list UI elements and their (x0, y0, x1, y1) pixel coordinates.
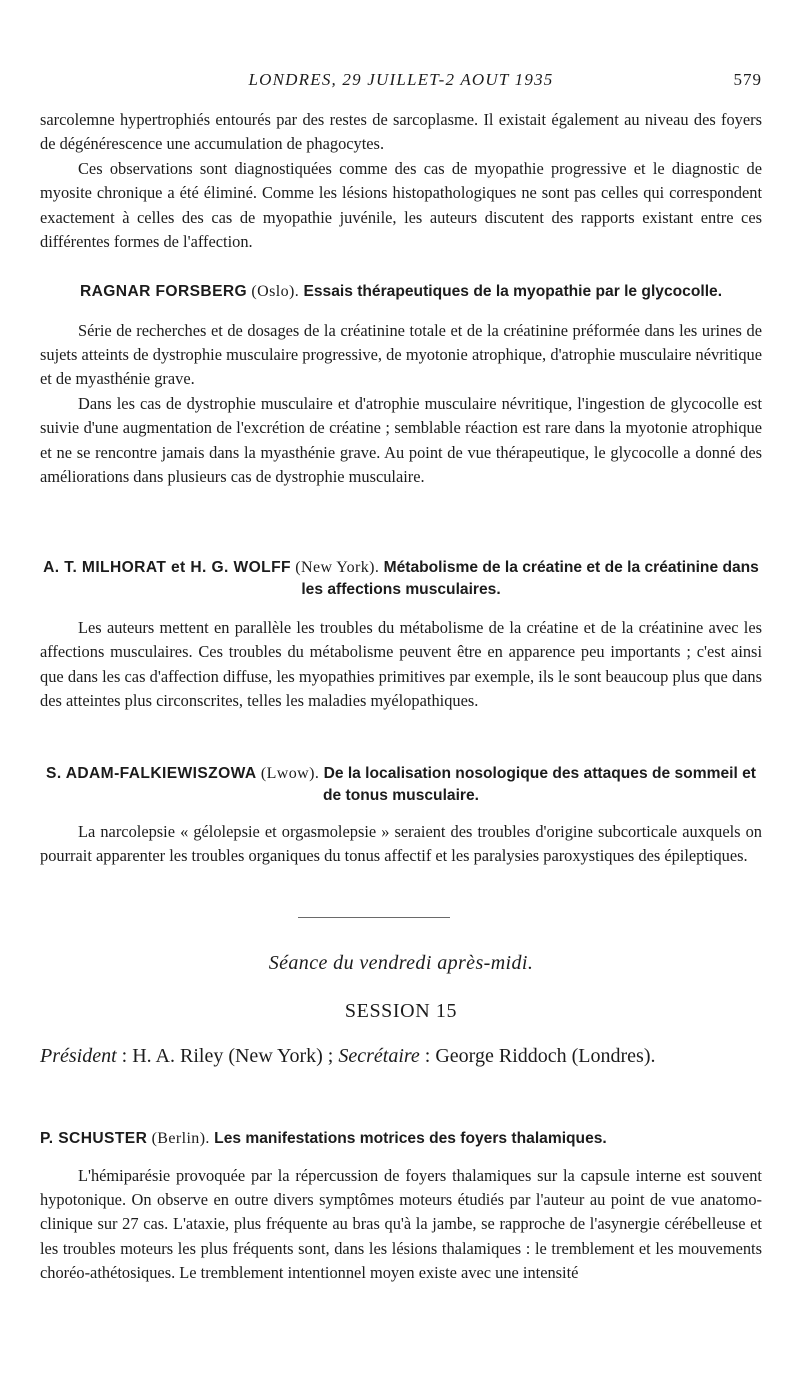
article-adam-falkiewiszowa (40, 763, 762, 869)
article-author: RAGNAR FORSBERG (79, 283, 248, 300)
article-city: (Lwow). (260, 765, 320, 782)
intro-paragraph-1: sarcolemne hypertrophiés entourés par des restes de sarcoplasme. Il existait également au niveau des foyers de dégénérescence une accumulation de phagocytes. (40, 110, 762, 154)
article-schuster (40, 1128, 762, 1286)
article-author: P. SCHUSTER (40, 1130, 148, 1147)
article-title: De la localisation nosologique des attaques de sommeil et de tonus musculaire. (323, 765, 756, 804)
article-forsberg (40, 281, 762, 489)
article-heading (40, 557, 762, 600)
article-heading (40, 1128, 762, 1150)
article-milhorat-wolff (40, 557, 762, 714)
article-title: Les manifestations motrices des foyers thalamiques. (214, 1130, 607, 1147)
intro-text (40, 108, 762, 254)
article-author: S. ADAM-FALKIEWISZOWA (46, 765, 257, 782)
article-heading (40, 281, 762, 303)
president-name: H. A. Riley (New York) (132, 1045, 323, 1067)
seance-heading: Séance du vendredi après-midi. (268, 952, 534, 974)
article-city: (Berlin). (151, 1130, 210, 1147)
session-officers: Président : H. A. Riley (New York) ; Secrétaire : George Riddoch (Londres). (40, 1045, 656, 1067)
article-paragraph: La narcolepsie « gélolepsie et orgasmolepsie » seraient des troubles d'origine subcorticale auxquels on pourrait apparenter les troubles organiques du tonus affectif et les paralysies paroxystiques des épileptiques. (40, 822, 762, 866)
article-author: A. T. MILHORAT et H. G. WOLFF (43, 559, 291, 576)
session-heading: SESSION 15 (344, 1000, 458, 1022)
article-title: Essais thérapeutiques de la myopathie par le glycocolle. (303, 283, 723, 300)
running-header-title: LONDRES, 29 JUILLET-2 AOUT 1935 (248, 70, 554, 89)
article-city: (New York). (295, 559, 380, 576)
journal-page (40, 0, 762, 1396)
intro-paragraph-2: Ces observations sont diagnostiquées comme des cas de myopathie progressive et le diagnostic de myosite chronique a été éliminé. Comme les lésions histopathologiques ne sont pas celles qui correspondent exactement à celles des cas de myopathie juvénile, les auteurs discutent des rapports existant entre ces différentes formes de l'affection. (40, 158, 762, 252)
secretary-label: Secrétaire (338, 1045, 420, 1067)
page-number: 579 (733, 70, 762, 89)
article-city: (Oslo). (251, 283, 300, 300)
secretary-name: George Riddoch (Londres). (435, 1045, 656, 1067)
article-title: Métabolisme de la créatine et de la créatinine dans les affections musculaires. (301, 559, 759, 598)
article-paragraph: L'hémiparésie provoquée par la répercussion de foyers thalamiques sur la capsule interne est souvent hypotonique. On observe en outre divers symptômes moteurs étudiés par l'auteur au point de vue anatomo-clinique sur 27 cas. L'ataxie, plus fréquente au bras qu'à la jambe, se rapproche de l'asynergie cérébelleuse et les troubles moteurs les plus fréquents sont, dans les lésions thalamiques : le tremblement et les mouvements choréo-athétosiques. Le tremblement intentionnel moyen existe avec une intensité (40, 1165, 762, 1283)
section-divider (298, 917, 450, 918)
article-paragraph: Dans les cas de dystrophie musculaire et d'atrophie musculaire névritique, l'ingestion de glycocolle est suivie d'une augmentation de l'excrétion de créatine ; semblable réaction est rare dans la myotonie atrophique et ne se rencontre jamais dans la myasthénie grave. Au point de vue thérapeutique, le glycocolle a donné des améliorations dans plusieurs cas de dystrophie musculaire. (40, 393, 762, 486)
president-label: Président (40, 1045, 117, 1067)
running-header (40, 70, 762, 94)
article-paragraph: Les auteurs mettent en parallèle les troubles du métabolisme de la créatine et de la créatinine avec les affections musculaires. Ces troubles du métabolisme peuvent être en apparence peu importants ; c'est ainsi que dans les cas d'affection diffuse, les myopathies primitives par exemple, ils le sont beaucoup plus que dans des atteintes plus circonscrites, telles les maladies myélopathiques. (40, 618, 762, 711)
article-paragraph: Série de recherches et de dosages de la créatinine totale et de la créatinine préformée dans les urines de sujets atteints de dystrophie musculaire progressive, de myotonie atrophique, d'atrophie musculaire névritique et de myasthénie grave. (40, 320, 762, 389)
article-heading (40, 763, 762, 806)
